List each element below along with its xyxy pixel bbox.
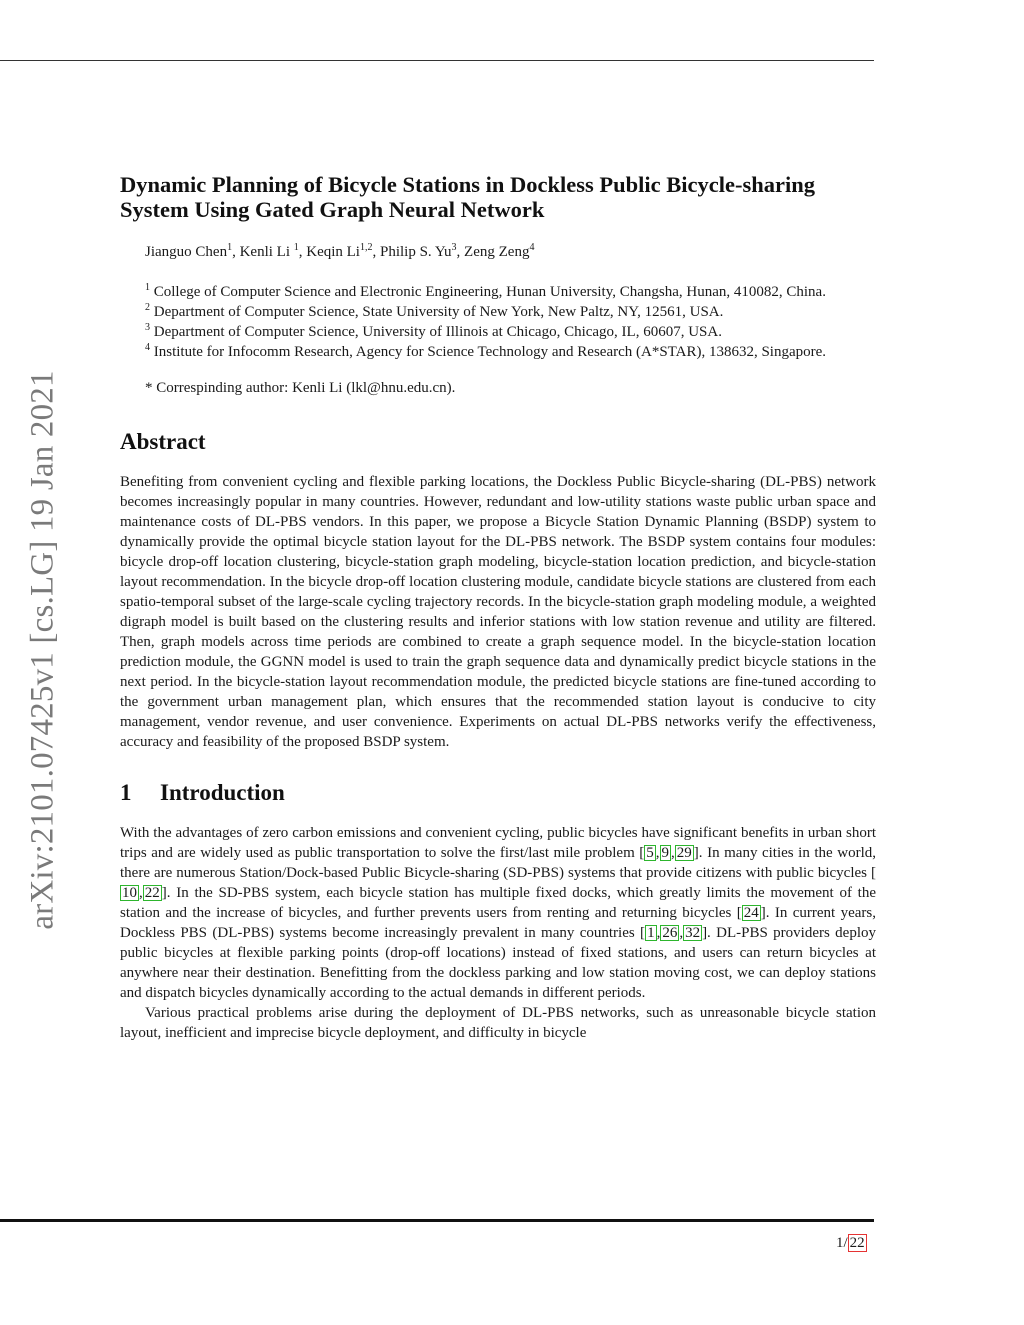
author-affil-mark: 3	[451, 242, 457, 253]
citation-link[interactable]: 5	[646, 845, 654, 861]
current-page: 1	[836, 1235, 844, 1251]
author-list: Jianguo Chen$^1$, Kenli Li $^1$, Keqin Li$^{1,2}$, Philip S. Yu$^3$, Zeng Zeng$^4$	[145, 242, 535, 260]
page-number: 1/ 22	[836, 1235, 865, 1251]
footer-rule	[0, 1219, 874, 1222]
top-rule	[0, 60, 874, 61]
citation-link[interactable]: 1	[647, 925, 655, 941]
citation-link[interactable]: 32	[685, 925, 701, 941]
affiliation: $^2$ Department of Computer Science, State University of New York, New Paltz, NY, 12561, USA.	[145, 302, 724, 320]
citation-link[interactable]: 29	[676, 845, 692, 861]
section-title: Introduction	[160, 780, 285, 805]
intro-paragraph-2: Various practical problems arise during the deployment of DL-PBS networks, such as unreasonable bicycle station layout, inefficient and imprecise bicycle deployment, and difficulty in bicycle	[120, 1005, 876, 1041]
author-affil-mark: 1,2	[359, 242, 373, 253]
author-affil-mark: 1	[227, 242, 233, 253]
abstract-heading: Abstract	[120, 429, 206, 454]
citation-link[interactable]: 24	[743, 905, 759, 921]
paper-body	[120, 172, 876, 1043]
affiliation-list	[120, 282, 876, 362]
citation-link[interactable]: 10	[122, 885, 137, 901]
intro-paragraph-1: With the advantages of zero carbon emissions and convenient cycling, public bicycles have significant benefits in urban short trips and are widely used as public transportation to solve the first/last mile problem [ 5 , 9 , 29 ]. In many cities in the world, there are numerous Station/Dock-based Public Bicycle-sharing (SD-PBS) systems that provide citizens with public bicycles [10 , 22 ]. In the SD-PBS system, each bicycle station has multiple fixed docks, which greatly limits the movement of the station and the increase of bicycles, and further prevents users from renting and returning bicycles [ 24 ]. In current years, Dockless PBS (DL-PBS) systems become increasingly prevalent in many countries [ 1 , 26 , 32 ]. DL-PBS providers deploy public bicycles at flexible parking points (drop-off locations) instead of fixed stations, and users can return bicycles at anywhere near their destination. Benefitting from the dockless parking and low station moving cost, we can deploy stations and dispatch bicycles dynamically according to the actual demands in different periods.	[120, 825, 877, 1001]
section-number: 1	[120, 780, 132, 805]
citation-link[interactable]: 26	[662, 925, 678, 941]
affiliation: $^4$ Institute for Infocomm Research, Agency for Science Technology and Research (A*STAR), 138632, Singapore.	[145, 342, 827, 360]
total-pages-link[interactable]: 22	[849, 1235, 865, 1251]
citation-link[interactable]: 9	[661, 845, 670, 861]
author-name: Jianguo Chen	[145, 244, 228, 260]
author-name: Zeng Zeng	[464, 244, 530, 260]
affiliation: $^3$ Department of Computer Science, University of Illinois at Chicago, Chicago, IL, 60607, USA.	[145, 322, 722, 340]
author-name: Keqin Li	[306, 244, 360, 260]
citation-link[interactable]: 22	[144, 885, 160, 901]
author-affil-mark: 4	[529, 242, 535, 253]
affiliation: $^1$ College of Computer Science and Electronic Engineering, Hunan University, Changsha, Hunan, 410082, China.	[145, 282, 826, 300]
corresponding-author: * Correspinding author: Kenli Li (lkl@hnu.edu.cn).	[145, 380, 456, 396]
paper-title: Dynamic Planning of Bicycle Stations in Dockless Public Bicycle-sharing System Using Gated Graph Neural Network	[120, 172, 816, 222]
author-affil-mark: 1	[293, 242, 299, 253]
arxiv-identifier: arXiv:2101.07425v1 [cs.LG] 19 Jan 2021	[24, 370, 61, 930]
author-name: Kenli Li	[239, 244, 290, 260]
section-heading-introduction	[120, 779, 876, 807]
author-name: Philip S. Yu	[379, 244, 452, 260]
abstract-text: Benefiting from convenient cycling and flexible parking locations, the Dockless Public Bicycle-sharing (DL-PBS) network becomes increasingly popular in many countries. However, redundant and low-utility stations waste public urban space and maintenance costs of DL-PBS vendors. In this paper, we propose a Bicycle Station Dynamic Planning (BSDP) system to dynamically provide the optimal bicycle station layout for the DL-PBS network. The BSDP system contains four modules: bicycle drop-off location clustering, bicycle-station graph modeling, bicycle-station location prediction, and bicycle-station layout recommendation. In the bicycle drop-off location clustering module, candidate bicycle stations are clustered from each spatio-temporal subset of the large-scale cycling trajectory records. In the bicycle-station graph modeling module, a weighted digraph model is built based on the clustering results and inferior stations with low station revenue and utility are filtered. Then, graph models across time periods are combined to create a graph sequence model. In the bicycle-station location prediction module, the GGNN model is used to train the graph sequence data and dynamically predict bicycle stations in the next period. In the bicycle-station layout recommendation module, the predicted bicycle stations are fine-tuned according to the government urban management plan, which ensures that the recommended station layout is conducive to city management, vendor revenue, and user convenience. Experiments on actual DL-PBS networks verify the effectiveness, accuracy and feasibility of the proposed BSDP system.	[120, 474, 876, 750]
